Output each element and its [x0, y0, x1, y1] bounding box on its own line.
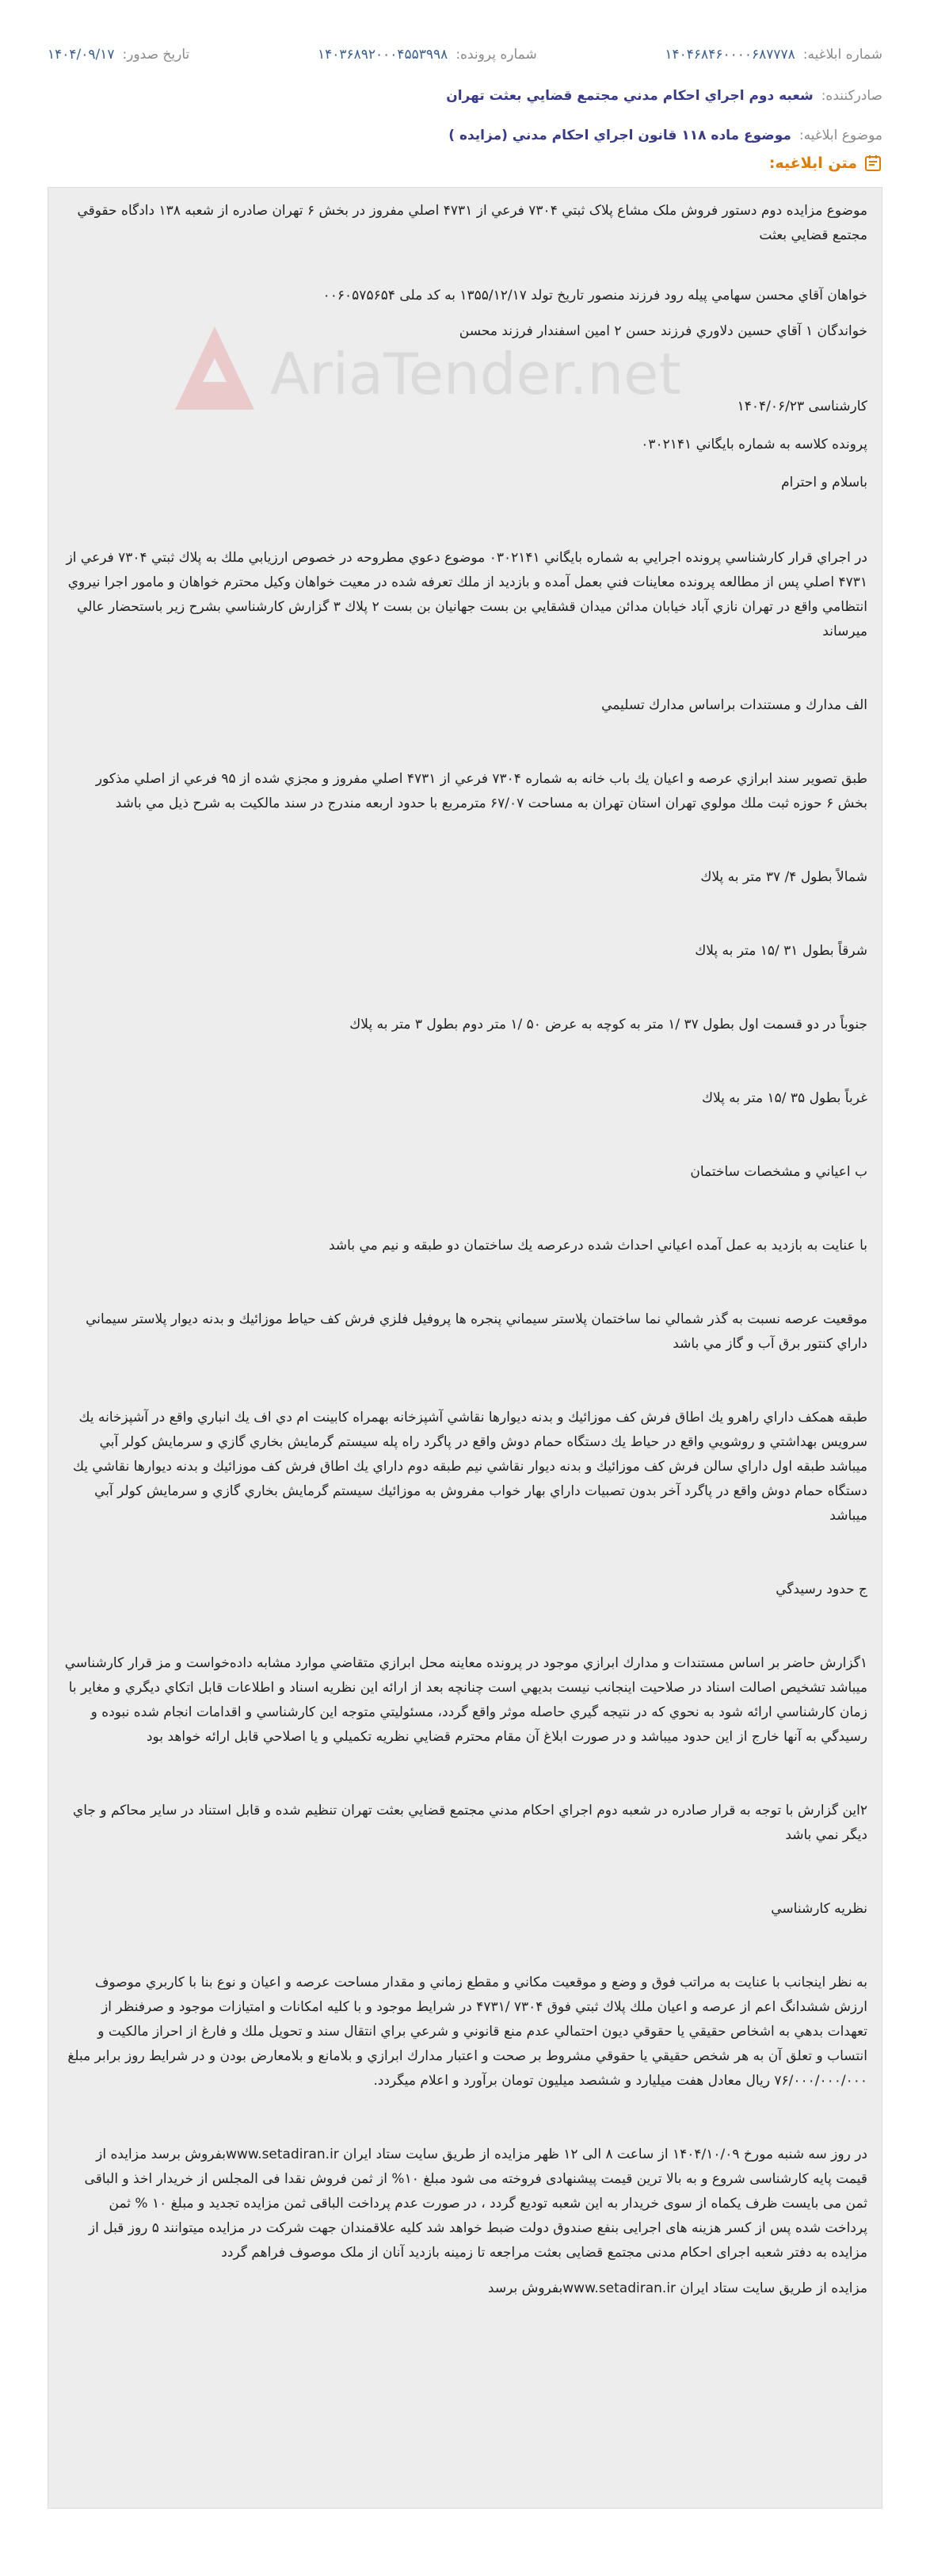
notice-number — [665, 47, 882, 63]
paragraph: خواندگان ۱ آقاي حسين دلاوري فرزند حسن ۲ امين اسفندار فرزند محسن — [459, 323, 867, 339]
paragraph: الف مدارك و مستندات براساس مدارك تسليمي — [601, 697, 867, 713]
paragraph: طبقه همكف داراي راهرو يك اطاق فرش كف موزائيك و بدنه ديوارها نقاشي آشپزخانه بهمراه كابينت ام دي اف يك انباري واقع در آشپزخانه يك سرويس بهداشتي و روشويي واقع در حياط يك دستگاه حمام دوش واقع در پاگرد راه پله سيستم گرمايش بخاري گازي و سرمايش كولر آبي ميباشد طبقه اول داراي سالن فرش كف موزائيك و بدنه ديوار نقاشي نيم طبقه دوم داراي يك اطاق فرش كف موزائيك و بدنه ديوارها نقاشي يك دستگاه حمام دوش واقع در پاگرد آخر بدون تصبيات داراي بهار خواب مفروش به موزائيك سيستم گرمايش بخاري گازي و سرمايش كولر آبي ميباشد — [72, 1410, 867, 1524]
notice-number-value: ۱۴۰۴۶۸۴۶۰۰۰۰۶۸۷۷۷۸ — [665, 47, 795, 63]
paragraph: در روز سه شنبه مورخ ۱۴۰۴/۱۰/۰۹ از ساعت ۸ الی ۱۲ ظهر مزایده از طریق سایت ستاد ایران www.setadiran.irبفروش برسد مزایده از قیمت پایه کارشناسی شروع و به بالا ترین قیمت پیشنهادی فروخته می شود مبلغ ۱۰% از ثمن فروش نقدا فی المجلس از خریدار اخذ و الباقی ثمن می بایست ظرف یکماه از سوی خریدار به این شعبه تودیع گردد ، در صورت عدم پرداخت الباقی ثمن مزایده تجدید و مبلغ ۱۰ % ثمن پرداخت شده پس از کسر هزینه های اجرایی بنفع صندوق دولت ضبط خواهد شد کلیه علاقمندان جهت شرکت در مزایده میتوانند ۵ روز قبل از مزایده به دفتر شعبه اجرای احکام مدنی مجتمع قضایی بعثت مراجعه تا زمینه بازدید آنان از ملک موصوف فراهم گردد — [84, 2147, 867, 2261]
notice-document-icon — [863, 154, 882, 173]
issuer-row — [48, 78, 882, 114]
case-number-value: ۱۴۰۳۶۸۹۲۰۰۰۴۵۵۳۹۹۸ — [317, 47, 448, 63]
issue-date — [48, 47, 189, 63]
paragraph: طبق تصوير سند ابرازي عرصه و اعيان يك باب خانه به شماره ۷۳۰۴ فرعي از ۴۷۳۱ اصلي مفروز و مجزي شده از ۹۵ فرعي از اصلي مذكور بخش ۶ حوزه ثبت ملك مولوي تهران استان تهران به مساحت ۶۷/۰۷ مترمربع با حدود اربعه مندرج در سند مالكيت به شرح ذيل مي باشد — [95, 771, 867, 811]
issuer-label: صادرکننده: — [821, 88, 882, 104]
paragraph: نظريه كارشناسي — [771, 1901, 867, 1917]
paragraph: ۱گزارش حاضر بر اساس مستندات و مدارك ابرازي موجود در پرونده معاينه محل ابرازي متقاضي موارد مشابه داده‌خواست و مز قرار كارشناسي ميباشد تشخيص اصالت اسناد در صلاحيت اينجانب نيست بديهي است چنانچه بعد از ارائه اين نظريه اسناد و اطلاعات قابل اتكاي ديگري و مغاير با زمان كارشناسي ارائه شود به نحوي كه در نتيجه گيري حاصله موثر واقع گردد، مسئوليتي متوجه اين كارشناسي و اقدامات انجام شده نبوده و رسيدگي به آنها خارج از اين حدود ميباشد و در صورت ابلاغ آن مقام محترم قضايي نظريه تكميلي و يا اصلاحي قابل ارائه خواهد بود — [64, 1655, 867, 1745]
paragraph: با عنايت به بازديد به عمل آمده اعياني احداث شده درعرصه يك ساختمان دو طبقه و نيم مي باشد — [329, 1238, 867, 1254]
paragraph: کارشناسی ۱۴۰۴/۰۶/۲۳ — [737, 399, 867, 414]
notice-title — [769, 154, 882, 173]
paragraph: غرباً بطول ۳۵ /۱۵ متر به پلاك — [701, 1090, 867, 1106]
paragraph: شرقاً بطول ۳۱ /۱۵ متر به پلاك — [695, 943, 867, 959]
case-number-label: شماره پرونده: — [455, 47, 537, 63]
issuer-value: شعبه دوم اجراي احكام مدني مجتمع قضايي بعثت تهران — [446, 88, 814, 104]
paragraph: شمالاً بطول ۴/ ۳۷ متر به پلاك — [700, 869, 867, 885]
paragraph: جنوباً در دو قسمت اول بطول ۳۷ /۱ متر به كوچه به عرض ۵۰ /۱ متر دوم بطول ۳ متر به پلاك — [349, 1017, 867, 1032]
paragraph: پرونده کلاسه به شماره بايگاني ۰۳۰۲۱۴۱ — [641, 437, 867, 452]
notice-body — [48, 187, 882, 2509]
header-meta-row — [48, 36, 882, 73]
issue-date-value: ۱۴۰۴/۰۹/۱۷ — [48, 47, 115, 63]
paragraph: موقعيت عرصه نسبت به گذر شمالي نما ساختمان پلاستر سيماني پنجره ها پروفيل فلزي فرش كف حياط موزائيك و بدنه ديوار پلاستر سيماني داراي كنتور برق آب و گاز مي باشد — [86, 1311, 867, 1352]
paragraph: به نظر اينجانب با عنايت به مراتب فوق و وضع و موقعيت مكاني و مقطع زماني و مقدار مساحت عرصه و اعيان و نوع بنا با كاربري موصوف ارزش ششدانگ اعم از عرصه و اعيان ملك پلاك ثبتي فوق ۷۳۰۴ /۴۷۳۱ در شرايط موجود و با كليه امكانات و امتيازات موجود و صرفنظر از تعهدات بدهي به اشخاص حقيقي يا حقوقي ديون احتمالي عدم منع قانوني و شرعي براي انتقال سند و تحويل ملك و فارغ از احراز مالكيت و انتساب و تعلق آن به هر شخص حقيقي يا حقوقي مشروط بر صحت و اعتبار مدارك ابرازي و بلامانع و بلامعارض بودن و در شرايط روز برابر مبلغ ۷۶/۰۰۰/۰۰۰/۰۰۰ ريال معادل هفت ميليارد و ششصد ميليون تومان برآورد و اعلام ميگردد. — [67, 1975, 867, 2089]
paragraph: در اجراي قرار کارشناسي پرونده اجرايي به شماره بايگاني ۰۳۰۲۱۴۱ موضوع دعوي مطروحه در خصوص ارزيابي ملك به پلاك ثبتي ۷۳۰۴ فرعي از ۴۷۳۱ اصلي پس از مطالعه پرونده معاينات فني بعمل آمده و بازديد از ملك تعرفه شده در معيت خواهان وكيل محترم خواهان و مامور اجرا نيروي انتظامي واقع در تهران نازي آباد خيابان مدائن ميدان قشقايي بن بست جهانيان بن بست ۲ پلاك ۳ گزارش كارشناسي بشرح زير باستحضار عالي ميرساند — [66, 550, 867, 639]
notice-number-label: شماره ابلاغیه: — [802, 47, 882, 63]
paragraph: مزایده از طریق سایت ستاد ایران www.setadiran.irبفروش برسد — [487, 2280, 867, 2296]
paragraph: خواهان آقاي محسن سهامي پيله رود فرزند منصور تاريخ تولد ۱۳۵۵/۱۲/۱۷ به کد ملی ۰۰۶۰۵۷۵۶۵۴ — [322, 288, 867, 303]
notice-text — [63, 199, 867, 2301]
case-number — [318, 47, 537, 63]
notice-header — [48, 0, 882, 154]
subject-label: موضوع ابلاغیه: — [799, 128, 882, 143]
subject-value: موضوع ماده ۱۱۸ قانون اجراي احكام مدني (مزايده ) — [448, 128, 791, 143]
paragraph: ب اعياني و مشخصات ساختمان — [690, 1164, 867, 1180]
issue-date-label: تاریخ صدور: — [122, 47, 190, 63]
paragraph: موضوع مزايده دوم دستور فروش ملک مشاع پلاک ثبتي ۷۳۰۴ فرعي از ۴۷۳۱ اصلي مفروز در بخش ۶ تهران صادره از شعبه ۱۳۸ دادگاه حقوقي مجتمع قضايي بعثت — [77, 203, 867, 243]
notice-title-text: متن ابلاغیه: — [768, 155, 857, 172]
paragraph: ۲اين گزارش با توجه به قرار صادره در شعبه دوم اجراي احكام مدني مجتمع قضايي بعثت تهران تنظيم شده و قابل استناد در ساير محاكم و جاي ديگر نمي باشد — [72, 1803, 867, 1843]
watermark-text: AriaTender.net — [270, 341, 681, 407]
subject-row — [48, 117, 882, 154]
paragraph: ج حدود رسيدگي — [776, 1582, 867, 1597]
paragraph: باسلام و احترام — [781, 475, 867, 490]
